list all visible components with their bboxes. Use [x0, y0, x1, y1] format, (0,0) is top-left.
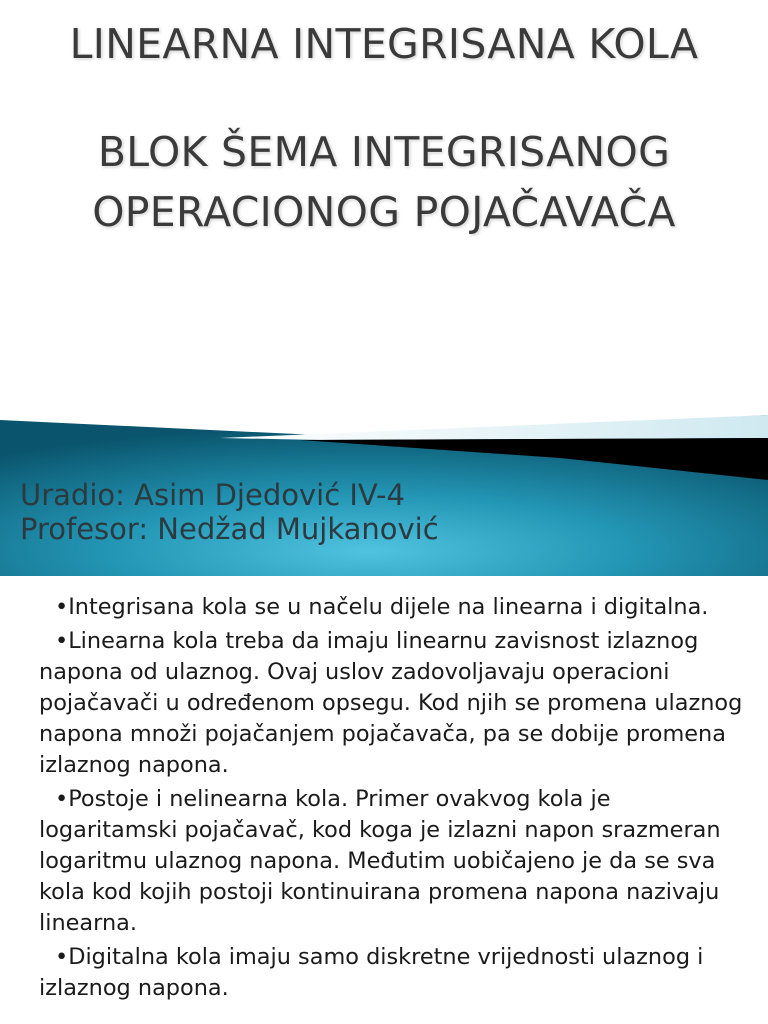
paragraph-4: •Digitalna kola imaju samo diskretne vrijednosti ulaznog i izlaznog napona.: [39, 944, 704, 1001]
paragraph-1: •Integrisana kola se u načelu dijele na linearna i digitalna.: [55, 594, 709, 620]
title-line-2: BLOK ŠEMA INTEGRISANOG: [97, 128, 671, 176]
body-text: [39, 592, 751, 1007]
paragraph-2: •Linearna kola treba da imaju linearnu zavisnost izlaznog napona od ulaznog. Ovaj uslov zadovoljavaju operacioni pojačavači u određenom opsegu. Kod njih se promena ulaznog napona množi pojačanjem pojačavača, pa se dobije promena izlaznog napona.: [39, 628, 743, 778]
professor-name: Profesor: Nedžad Mujkanović: [20, 512, 439, 546]
paragraph-3: •Postoje i nelinearna kola. Primer ovakvog kola je logaritamski pojačavač, kod koga je izlazni napon srazmeran logaritmu ulaznog napona. Međutim uobičajeno je da se sva kola kod kojih postoji kontinuirana promena napona nazivaju linearna.: [39, 786, 721, 936]
author-name: Uradio: Asim Djedović IV-4: [20, 478, 405, 512]
author-block: [20, 478, 439, 546]
title-line-1: LINEARNA INTEGRISANA KOLA: [69, 20, 699, 68]
slide-title: [0, 14, 768, 242]
title-line-3: OPERACIONOG POJAČAVAČA: [92, 188, 676, 236]
